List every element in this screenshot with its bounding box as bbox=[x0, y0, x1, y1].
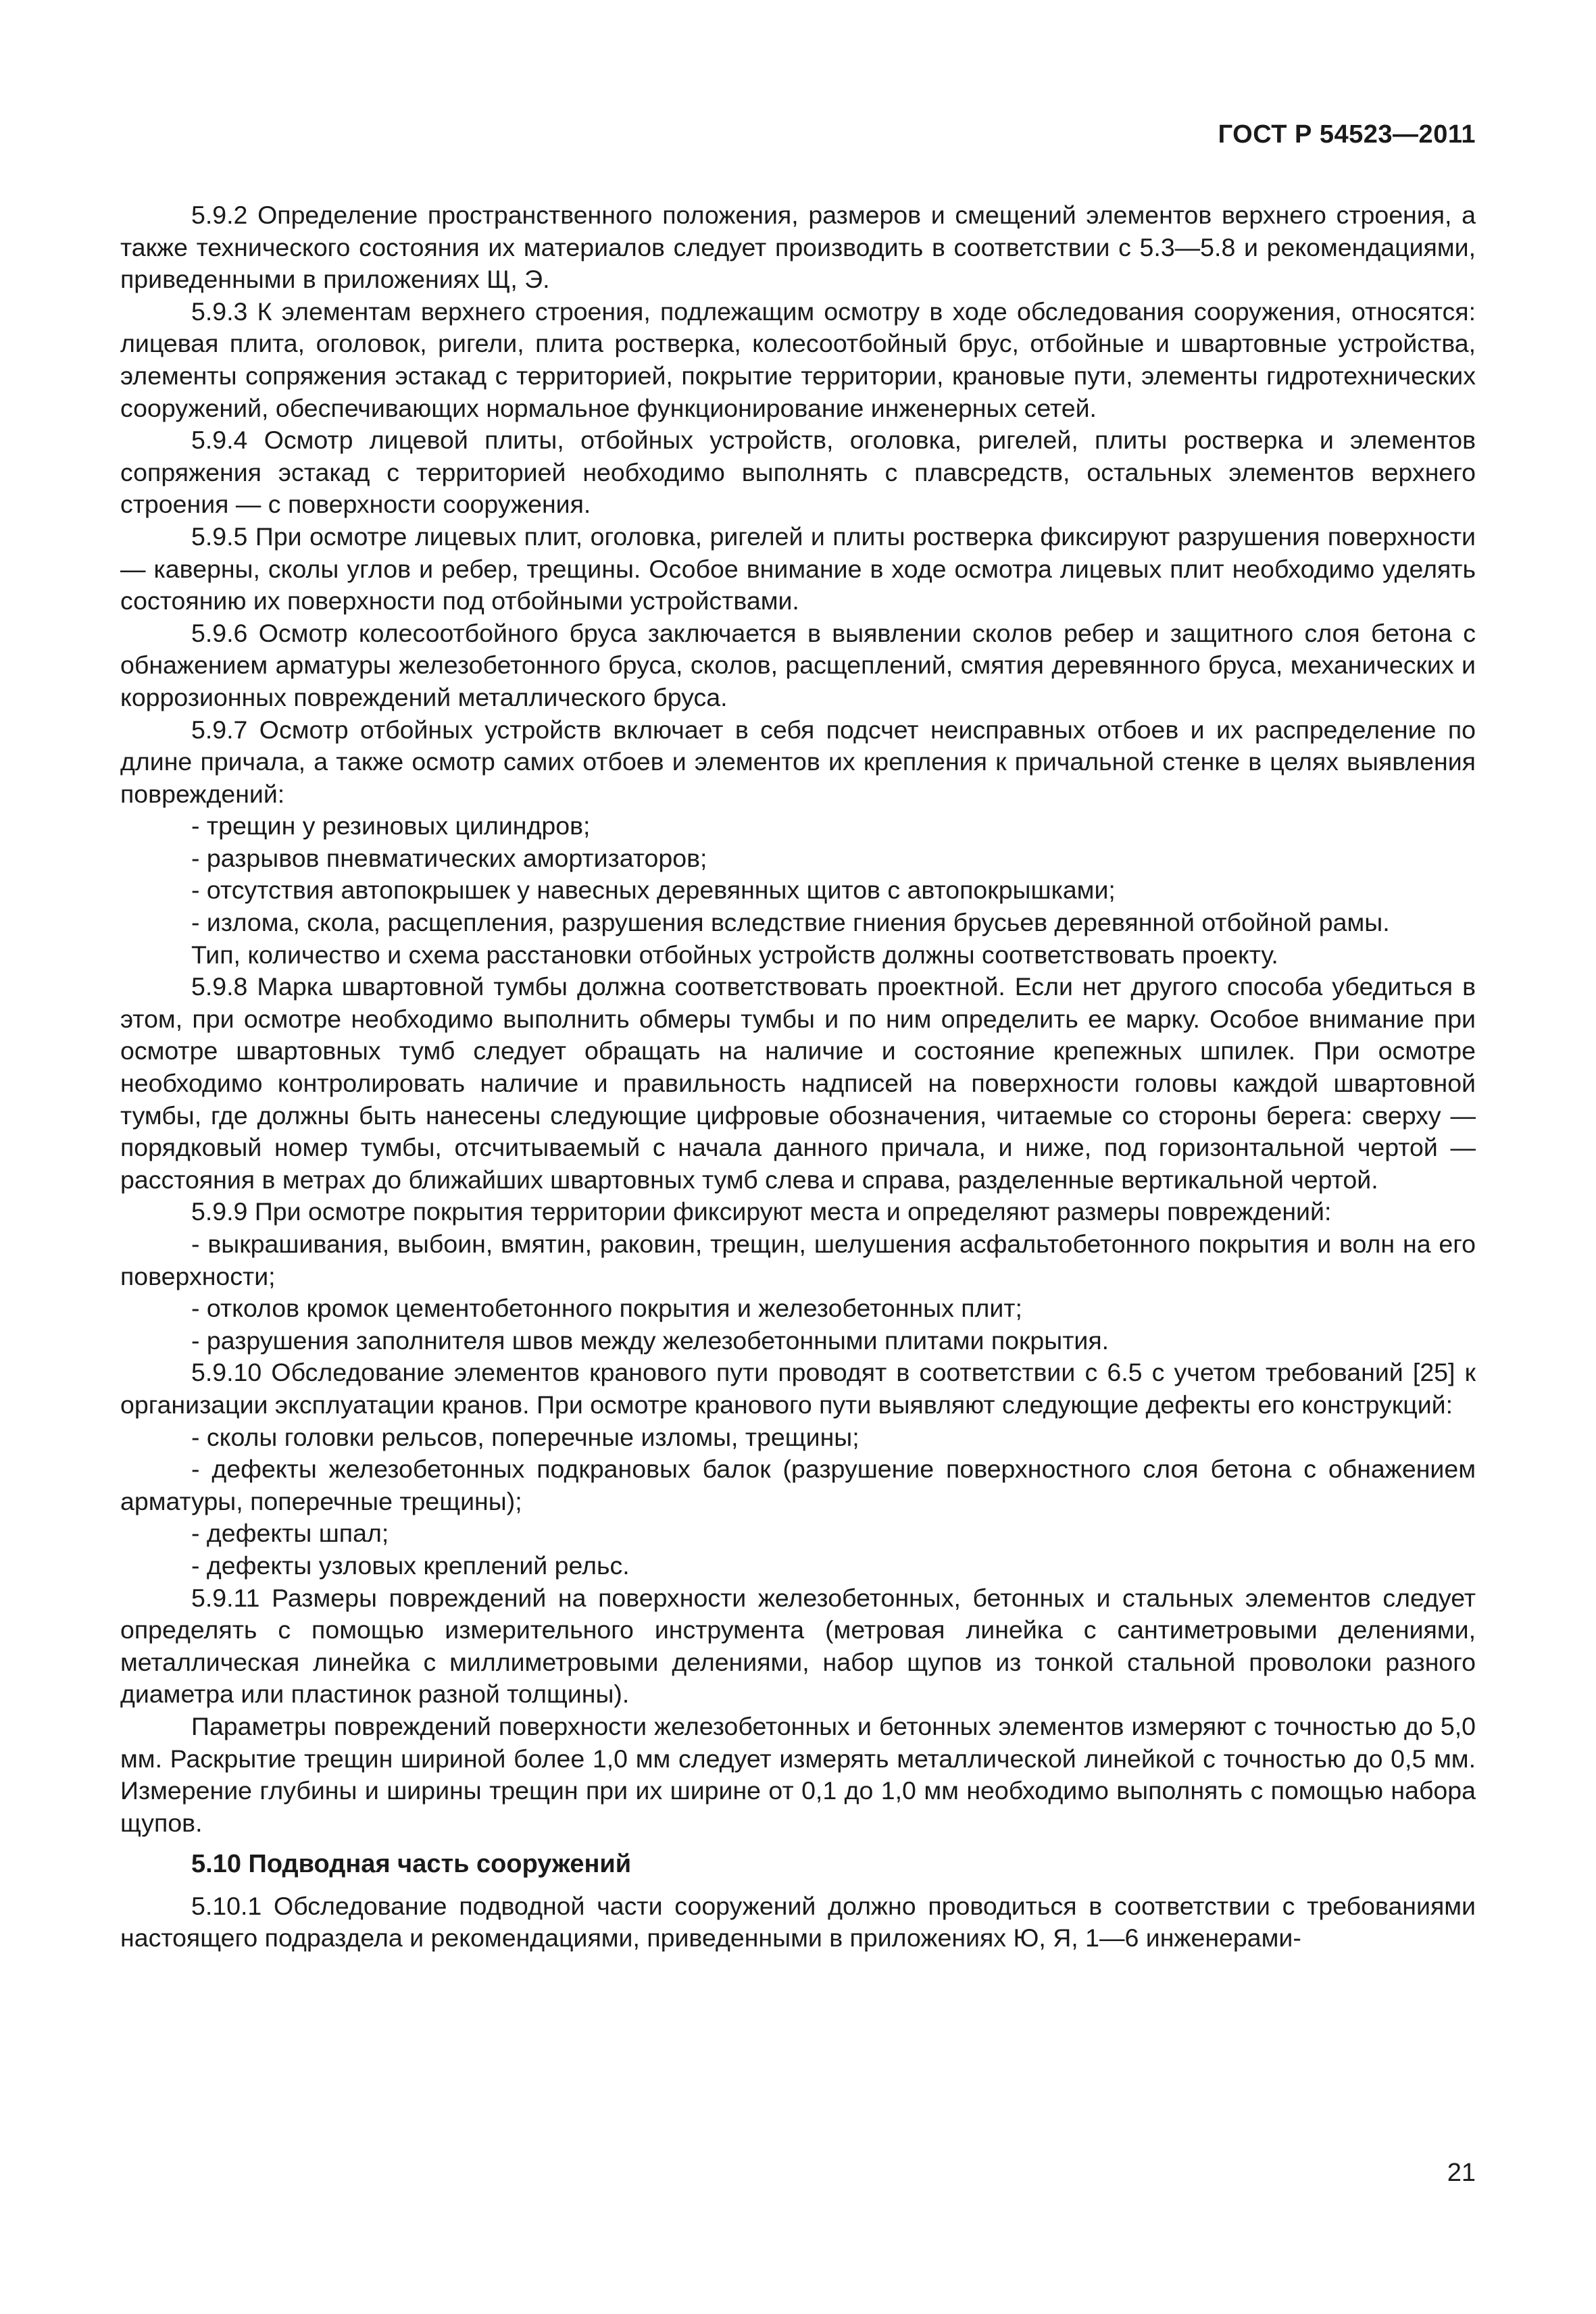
list-item: - сколы головки рельсов, поперечные изломы, трещины; bbox=[191, 1422, 859, 1451]
document-body bbox=[120, 199, 1476, 1955]
list-item: - излома, скола, расщепления, разрушения вследствие гниения брусьев деревянной отбойной рамы. bbox=[191, 908, 1390, 937]
paragraph-5-9-8: 5.9.8 Марка швартовной тумбы должна соответствовать проектной. Если нет другого способа убедиться в этом, при осмотре необходимо выполнить обмеры тумбы и по ним определить ее марку. Особое внимание при осмотре швартовных тумб следует обращать на наличие и состояние крепежных шпилек. При осмотре необходимо контролировать наличие и правильность надписей на поверхности головы каждой швартовной тумбы, где должны быть нанесены следующие цифровые обозначения, читаемые со стороны берега: сверху — порядковый номер тумбы, отсчитываемый с начала данного причала, и ниже, под горизонтальной чертой — расстояния в метрах до ближайших швартовных тумб слева и справа, разделенные вертикальной чертой. bbox=[120, 972, 1476, 1194]
paragraph-measurement-params: Параметры повреждений поверхности железобетонных и бетонных элементов измеряют с точностью до 5,0 мм. Раскрытие трещин шириной более 1,0 мм следует измерять металлической линейкой с точностью до 0,5 мм. Измерение глубины и ширины трещин при их ширине от 0,1 до 1,0 мм необходимо выполнять с помощью набора щупов. bbox=[120, 1711, 1476, 1837]
paragraph-5-9-11: 5.9.11 Размеры повреждений на поверхности железобетонных, бетонных и стальных элементов следует определять с помощью измерительного инструмента (метровая линейка с сантиметровыми делениями, металлическая линейка с миллиметровыми делениями, набор щупов из тонкой стальной проволоки разного диаметра или пластинок разной толщины). bbox=[120, 1583, 1476, 1709]
list-item: - отколов кромок цементобетонного покрытия и железобетонных плит; bbox=[191, 1294, 1022, 1323]
doc-code-header: ГОСТ Р 54523—2011 bbox=[1218, 120, 1476, 149]
paragraph-5-9-5: 5.9.5 При осмотре лицевых плит, оголовка, ригелей и плиты ростверка фиксируют разрушения поверхности — каверны, сколы углов и ребер, трещины. Особое внимание в ходе осмотра лицевых плит необходимо уделять состоянию их поверхности под отбойными устройствами. bbox=[120, 522, 1476, 615]
paragraph-5-9-7: 5.9.7 Осмотр отбойных устройств включает в себя подсчет неисправных отбоев и их распределение по длине причала, а также осмотр самих отбоев и элементов их крепления к причальной стенке в целях выявления повреждений: bbox=[120, 715, 1476, 808]
section-heading-5-10: 5.10 Подводная часть сооружений bbox=[191, 1850, 632, 1879]
list-item: - отсутствия автопокрышек у навесных деревянных щитов с автопокрышками; bbox=[191, 876, 1116, 905]
list-item: - разрывов пневматических амортизаторов; bbox=[191, 843, 707, 872]
paragraph-5-9-2: 5.9.2 Определение пространственного положения, размеров и смещений элементов верхнего строения, а также технического состояния их материалов следует производить в соответствии с 5.3—5.8 и рекомендациями, приведенными в приложениях Щ, Э. bbox=[120, 201, 1476, 294]
list-item: - дефекты шпал; bbox=[191, 1519, 389, 1548]
list-item: - разрушения заполнителя швов между железобетонными плитами покрытия. bbox=[191, 1326, 1109, 1355]
paragraph-5-9-6: 5.9.6 Осмотр колесоотбойного бруса заключается в выявлении сколов ребер и защитного слоя бетона с обнажением арматуры железобетонного бруса, сколов, расщеплений, смятия деревянного бруса, механических и коррозионных повреждений металлического бруса. bbox=[120, 618, 1476, 711]
list-item: - дефекты железобетонных подкрановых балок (разрушение поверхностного слоя бетона с обнажением арматуры, поперечные трещины); bbox=[120, 1455, 1476, 1515]
list-item: - выкрашивания, выбоин, вмятин, раковин, трещин, шелушения асфальтобетонного покрытия и волн на его поверхности; bbox=[120, 1230, 1476, 1290]
list-item: - трещин у резиновых цилиндров; bbox=[191, 811, 591, 840]
paragraph-fender-type: Тип, количество и схема расстановки отбойных устройств должны соответствовать проекту. bbox=[191, 940, 1278, 969]
paragraph-5-10-1: 5.10.1 Обследование подводной части сооружений должно проводиться в соответствии с требованиями настоящего подраздела и рекомендациями, приведенными в приложениях Ю, Я, 1—6 инженерами- bbox=[120, 1891, 1476, 1953]
paragraph-5-9-3: 5.9.3 К элементам верхнего строения, подлежащим осмотру в ходе обследования сооружения, относятся: лицевая плита, оголовок, ригели, плита ростверка, колесоотбойный брус, отбойные и швартовные устройства, элементы сопряжения эстакад с территорией, покрытие территории, крановые пути, элементы гидротехнических сооружений, обеспечивающих нормальное функционирование инженерных сетей. bbox=[120, 297, 1476, 422]
paragraph-5-9-4: 5.9.4 Осмотр лицевой плиты, отбойных устройств, оголовка, ригелей, плиты ростверка и элементов сопряжения эстакад с территорией необходимо выполнять с плавсредств, остальных элементов верхнего строения — с поверхности сооружения. bbox=[120, 426, 1476, 519]
paragraph-5-9-9: 5.9.9 При осмотре покрытия территории фиксируют места и определяют размеры повреждений: bbox=[191, 1197, 1332, 1226]
page-number: 21 bbox=[1447, 2159, 1476, 2187]
list-item: - дефекты узловых креплений рельс. bbox=[191, 1551, 630, 1580]
paragraph-5-9-10: 5.9.10 Обследование элементов кранового пути проводят в соответствии с 6.5 с учетом требований [25] к организации эксплуатации кранов. При осмотре кранового пути выявляют следующие дефекты его конструкций: bbox=[120, 1358, 1476, 1419]
